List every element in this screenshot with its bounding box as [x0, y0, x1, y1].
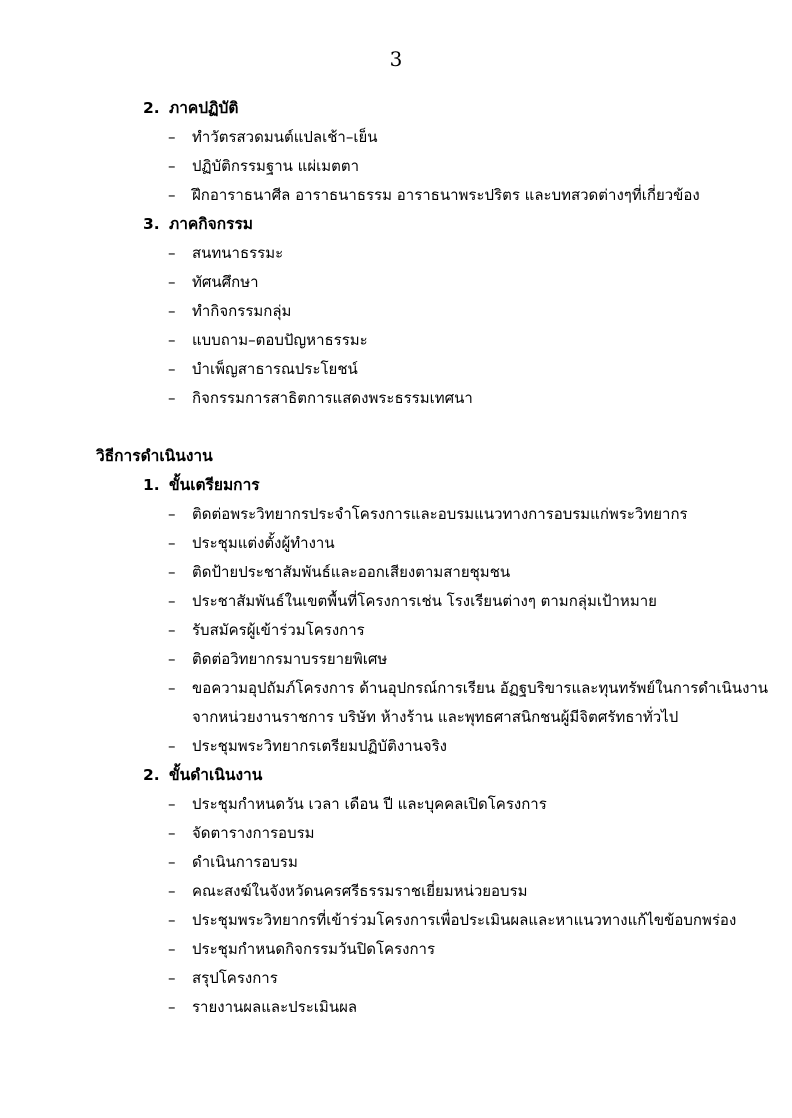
list-item-text: ทำวัตรสวดมนต์แปลเช้า–เย็น: [192, 128, 378, 146]
list-item: [168, 559, 510, 585]
dash-bullet: –: [168, 360, 176, 378]
list-item-text: สรุปโครงการ: [192, 969, 278, 987]
list-item-continuation: จากหน่วยงานราชการ บริษัท ห้างร้าน และพุทธศาสนิกชนผู้มีจิตศรัทธาทั่วไป: [192, 708, 679, 726]
dash-bullet: –: [168, 244, 176, 262]
operation-heading-title: ขั้นดำเนินงาน: [169, 766, 263, 784]
preparation-heading-title: ขั้นเตรียมการ: [169, 476, 260, 494]
dash-bullet: –: [168, 273, 176, 291]
list-item-text: ประชุมแต่งตั้งผู้ทำงาน: [192, 534, 335, 552]
list-item-text: ติดต่อวิทยากรมาบรรยายพิเศษ: [192, 650, 388, 668]
activities-heading: [143, 211, 253, 237]
dash-bullet: –: [168, 505, 176, 523]
list-item-text: ขอความอุปถัมภ์โครงการ ด้านอุปกรณ์การเรียน อัฏฐบริขารและทุนทรัพย์ในการดำเนินงาน: [192, 679, 769, 697]
list-item-text: แบบถาม–ตอบปัญหาธรรมะ: [192, 331, 368, 349]
operation-heading-number: 2.: [143, 766, 160, 784]
dash-bullet: –: [168, 969, 176, 987]
dash-bullet: –: [168, 679, 176, 697]
preparation-heading-number: 1.: [143, 476, 160, 494]
list-item-text: สนทนาธรรมะ: [192, 244, 284, 262]
list-item: [168, 153, 359, 179]
list-item-text: ทัศนศึกษา: [192, 273, 259, 291]
operation-heading: [143, 762, 262, 788]
dash-bullet: –: [168, 534, 176, 552]
dash-bullet: –: [168, 157, 176, 175]
list-item-text: รายงานผลและประเมินผล: [192, 998, 358, 1016]
activities-heading-title: ภาคกิจกรรม: [169, 215, 254, 233]
list-item: [168, 733, 447, 759]
dash-bullet: –: [168, 795, 176, 813]
list-item: [168, 385, 473, 411]
list-item: [168, 994, 357, 1020]
dash-bullet: –: [168, 302, 176, 320]
list-item: [168, 820, 315, 846]
list-item: [168, 240, 283, 266]
list-item: [168, 675, 768, 701]
list-item-text: ประชาสัมพันธ์ในเขตพื้นที่โครงการเช่น โรงเรียนต่างๆ ตามกลุ่มเป้าหมาย: [192, 592, 657, 610]
preparation-heading: [143, 472, 260, 498]
list-item: [168, 269, 259, 295]
list-item-text: ประชุมกำหนดกิจกรรมวันปิดโครงการ: [192, 940, 436, 958]
dash-bullet: –: [168, 389, 176, 407]
dash-bullet: –: [168, 737, 176, 755]
list-item: [168, 646, 387, 672]
procedure-heading: วิธีการดำเนินงาน: [96, 447, 213, 465]
page-number: 3: [389, 47, 403, 71]
list-item-text: รับสมัครผู้เข้าร่วมโครงการ: [192, 621, 365, 639]
list-item-text: ติดต่อพระวิทยากรประจำโครงการและอบรมแนวทางการอบรมแก่พระวิทยากร: [192, 505, 688, 523]
list-item: [168, 965, 278, 991]
dash-bullet: –: [168, 650, 176, 668]
practice-heading-title: ภาคปฏิบัติ: [169, 99, 239, 117]
list-item-text: ประชุมพระวิทยากรที่เข้าร่วมโครงการเพื่อประเมินผลและหาแนวทางแก้ไขข้อบกพร่อง: [192, 911, 737, 929]
dash-bullet: –: [168, 998, 176, 1016]
dash-bullet: –: [168, 331, 176, 349]
list-item-text: ฝึกอาราธนาศีล อาราธนาธรรม อาราธนาพระปริตร และบทสวดต่างๆที่เกี่ยวข้อง: [192, 186, 700, 204]
dash-bullet: –: [168, 911, 176, 929]
list-item: [168, 791, 547, 817]
dash-bullet: –: [168, 853, 176, 871]
list-item-text: ทำกิจกรรมกลุ่ม: [192, 302, 292, 320]
list-item-text: ดำเนินการอบรม: [192, 853, 298, 871]
list-item: [168, 298, 291, 324]
practice-heading-number: 2.: [143, 99, 160, 117]
list-item-text: ประชุมกำหนดวัน เวลา เดือน ปี และบุคคลเปิดโครงการ: [192, 795, 547, 813]
list-item-text: คณะสงฆ์ในจังหวัดนครศรีธรรมราชเยี่ยมหน่วยอบรม: [192, 882, 528, 900]
list-item: [168, 849, 298, 875]
list-item-text: ปฏิบัติกรรมฐาน แผ่เมตตา: [192, 157, 360, 175]
list-item: [168, 530, 335, 556]
list-item: [168, 588, 657, 614]
list-item: [168, 356, 358, 382]
list-item: [168, 907, 736, 933]
dash-bullet: –: [168, 563, 176, 581]
dash-bullet: –: [168, 128, 176, 146]
list-item: [168, 878, 528, 904]
dash-bullet: –: [168, 186, 176, 204]
list-item: [168, 936, 435, 962]
list-item: [168, 182, 700, 208]
list-item: [168, 327, 368, 353]
activities-heading-number: 3.: [143, 215, 160, 233]
list-item-text: จัดตารางการอบรม: [192, 824, 315, 842]
list-item: [168, 617, 365, 643]
list-item-text: ประชุมพระวิทยากรเตรียมปฏิบัติงานจริง: [192, 737, 447, 755]
list-item-text: บำเพ็ญสาธารณประโยชน์: [192, 360, 358, 378]
list-item: [168, 501, 688, 527]
list-item: [168, 124, 378, 150]
dash-bullet: –: [168, 824, 176, 842]
dash-bullet: –: [168, 621, 176, 639]
dash-bullet: –: [168, 592, 176, 610]
list-item-text: ติดป้ายประชาสัมพันธ์และออกเสียงตามสายชุมชน: [192, 563, 511, 581]
practice-heading: [143, 95, 238, 121]
dash-bullet: –: [168, 940, 176, 958]
list-item-text: กิจกรรมการสาธิตการแสดงพระธรรมเทศนา: [192, 389, 473, 407]
dash-bullet: –: [168, 882, 176, 900]
